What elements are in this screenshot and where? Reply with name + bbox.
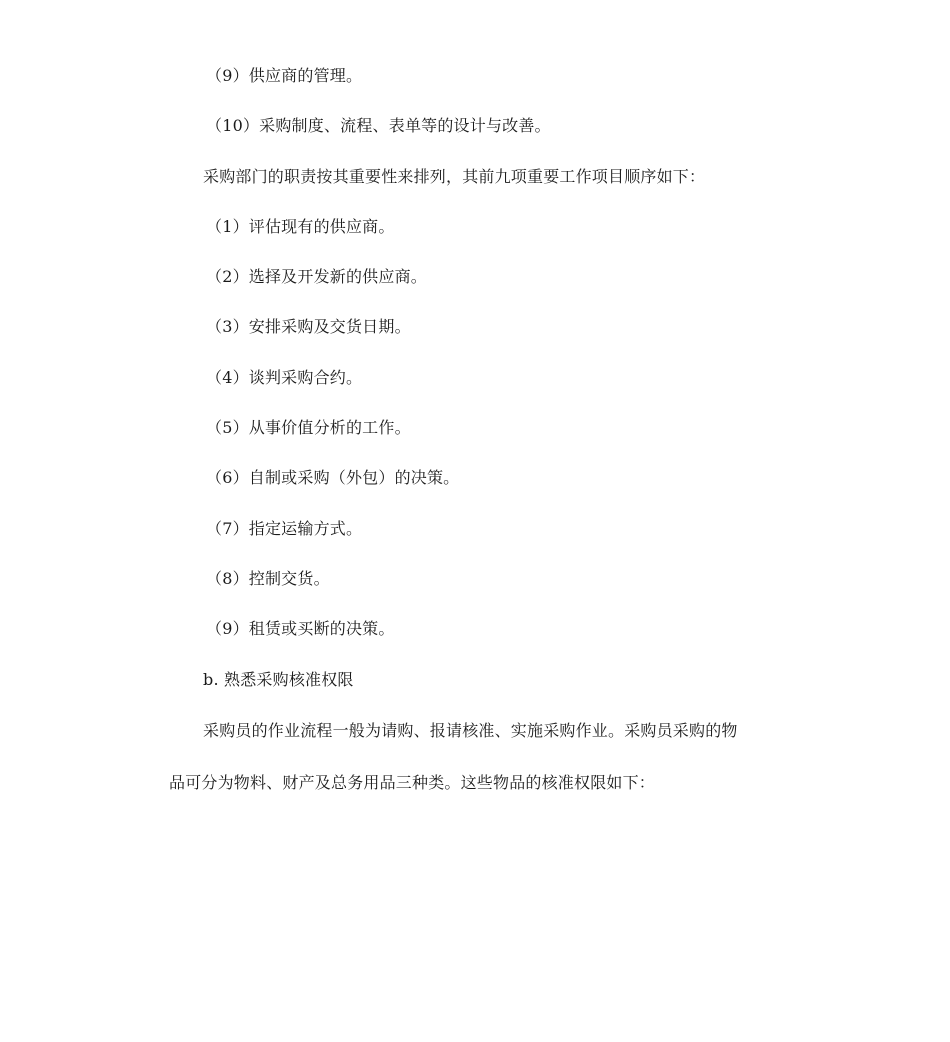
paragraph-workflow-line-2: 品可分为物料、财产及总务用品三种类。这些物品的核准权限如下： xyxy=(169,773,656,792)
list-item-control-delivery: （8）控制交货。 xyxy=(206,569,330,588)
list-item-evaluate-suppliers: （1）评估现有的供应商。 xyxy=(206,217,395,236)
list-item-make-or-buy: （6）自制或采购（外包）的决策。 xyxy=(206,468,460,487)
section-heading-approval-authority: b. 熟悉采购核准权限 xyxy=(203,670,354,689)
list-item-supplier-management: （9）供应商的管理。 xyxy=(206,66,363,85)
list-item-negotiate-contract: （4）谈判采购合约。 xyxy=(206,368,363,387)
list-item-develop-suppliers: （2）选择及开发新的供应商。 xyxy=(206,267,427,286)
list-item-schedule-delivery: （3）安排采购及交货日期。 xyxy=(206,317,411,336)
list-item-transport-mode: （7）指定运输方式。 xyxy=(206,519,363,538)
paragraph-workflow-line-1: 采购员的作业流程一般为请购、报请核准、实施采购作业。采购员采购的物 xyxy=(203,721,738,740)
list-item-value-analysis: （5）从事价值分析的工作。 xyxy=(206,418,411,437)
list-item-lease-or-buy: （9）租赁或买断的决策。 xyxy=(206,619,395,638)
paragraph-duties-intro: 采购部门的职责按其重要性来排列，其前九项重要工作项目顺序如下： xyxy=(203,167,706,186)
list-item-procedure-design: （10）采购制度、流程、表单等的设计与改善。 xyxy=(206,116,551,135)
